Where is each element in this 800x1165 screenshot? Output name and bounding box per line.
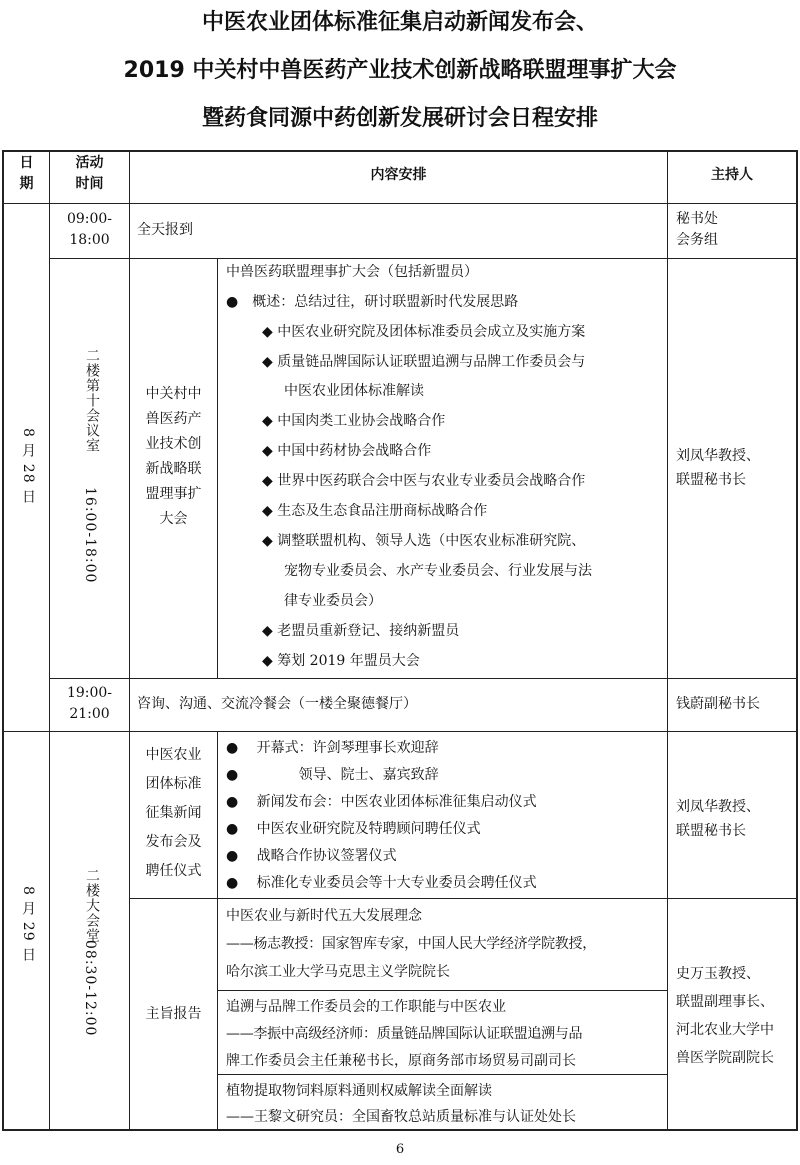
day1-s2-line: 律专业委员会） xyxy=(284,593,382,609)
day1-s2-line: ● 概述：总结过往，研讨联盟新时代发展思路 xyxy=(226,294,519,310)
talk3-speaker: ——王黎文研究员：全国畜牧总站质量标准与认证处处长 xyxy=(226,1109,576,1125)
header-time-line2: 时间 xyxy=(75,176,104,192)
talk1-speaker-cont: 哈尔滨工业大学马克思主义学院院长 xyxy=(226,964,450,980)
day1-s2-line: ◆ 质量链品牌国际认证联盟追溯与品牌工作委员会与 xyxy=(262,354,586,370)
header-content: 内容安排 xyxy=(370,167,427,183)
day1-date: 8 月 28 日 xyxy=(20,428,36,505)
host-line: 兽医学院副院长 xyxy=(676,1050,774,1066)
host-line: 刘凤华教授、 xyxy=(676,448,760,464)
day1-s2-line: ◆ 中医农业研究院及团体标准委员会成立及实施方案 xyxy=(262,324,586,340)
day1-s3-time-start: 19:00- xyxy=(66,685,113,701)
topic-line: 中医农业 xyxy=(145,747,202,763)
day1-s3-content: 咨询、沟通、交流冷餐会（一楼全聚德餐厅） xyxy=(137,696,417,712)
topic-line: 盟理事扩 xyxy=(145,486,202,502)
topic-line: 发布会及 xyxy=(145,834,202,850)
talk2-speaker: ——李振中高级经济师：质量链品牌国际认证联盟追溯与品 xyxy=(226,1026,583,1042)
host-line: 联盟秘书长 xyxy=(676,472,746,488)
day1-s3-host: 钱蔚副秘书长 xyxy=(676,696,760,712)
header-date-line2: 期 xyxy=(19,176,34,192)
day1-s2-line: 宠物专业委员会、水产专业委员会、行业发展与法 xyxy=(284,563,592,579)
day2-time: 08:30-12:00 xyxy=(82,940,98,1037)
day1-s1-time-start: 09:00- xyxy=(66,211,113,227)
day2-s2-topic: 主旨报告 xyxy=(145,1006,202,1022)
page-number: 6 xyxy=(395,1142,405,1157)
day1-s2-line: ◆ 中国肉类工业协会战略合作 xyxy=(262,413,446,429)
day1-s1-host-line2: 会务组 xyxy=(676,232,718,248)
topic-line: 兽医药产 xyxy=(145,411,202,427)
day1-s1-host-line1: 秘书处 xyxy=(676,211,718,227)
talk1-title: 中医农业与新时代五大发展理念 xyxy=(226,908,422,924)
day2-s2-host xyxy=(676,960,774,1072)
topic-line: 中关村中 xyxy=(145,386,202,402)
title-line-1: 中医农业团体标准征集启动新闻发布会、 xyxy=(201,10,598,35)
day1-s1-time xyxy=(50,209,129,251)
talk2-speaker-cont: 牌工作委员会主任兼秘书长，原商务部市场贸易司副司长 xyxy=(226,1053,576,1069)
day2-s1-topic xyxy=(130,741,217,886)
talk3-title: 植物提取物饲料原料通则权威解读全面解读 xyxy=(226,1083,492,1099)
day1-s2-line: ◆ 世界中医药联合会中医与农业专业委员会战略合作 xyxy=(262,473,586,489)
day1-s2-host xyxy=(676,444,760,492)
day1-s2-line: ◆ 老盟员重新登记、接纳新盟员 xyxy=(262,623,460,639)
header-date xyxy=(4,153,49,195)
host-line: 史万玉教授、 xyxy=(676,966,760,982)
title-line-2: 2019 中关村中兽医药产业技术创新战略联盟理事扩大会 xyxy=(123,58,677,83)
day1-s2-line: 中医农业团体标准解读 xyxy=(284,383,424,399)
day1-s2-line: ◆ 生态及生态食品注册商标战略合作 xyxy=(262,503,488,519)
day1-s2-line: ◆ 中国中药材协会战略合作 xyxy=(262,443,432,459)
day1-s3-time-end: 21:00 xyxy=(69,706,110,722)
host-line: 河北农业大学中 xyxy=(676,1022,774,1038)
host-line: 刘凤华教授、 xyxy=(676,799,760,815)
header-date-line1: 日 xyxy=(19,155,34,171)
day1-s2-line: ◆ 筹划 2019 年盟员大会 xyxy=(262,653,420,669)
day1-s1-time-end: 18:00 xyxy=(69,232,110,248)
day2-s1-line: ● 战略合作协议签署仪式 xyxy=(226,848,397,864)
day2-s1-host xyxy=(676,795,760,843)
day1-s2-line: ◆ 调整联盟机构、领导人选（中医农业标准研究院、 xyxy=(262,533,586,549)
day2-s1-line: ● 开幕式：许剑琴理事长欢迎辞 xyxy=(226,740,439,756)
day2-s1-line: ● 新闻发布会：中医农业团体标准征集启动仪式 xyxy=(226,794,537,810)
topic-line: 聘任仪式 xyxy=(145,863,202,879)
day1-s1-content: 全天报到 xyxy=(137,222,193,238)
header-host: 主持人 xyxy=(711,167,753,183)
topic-line: 大会 xyxy=(159,511,188,527)
talk2-title: 追溯与品牌工作委员会的工作职能与中医农业 xyxy=(226,999,506,1015)
day1-s2-line: 中兽医药联盟理事扩大会（包括新盟员） xyxy=(226,264,478,280)
day1-s2-time: 16:00-18:00 xyxy=(82,487,98,584)
header-time-line1: 活动 xyxy=(75,155,104,171)
day2-s1-line: ● 中医农业研究院及特聘顾问聘任仪式 xyxy=(226,821,481,837)
talk1-speaker: ——杨志教授：国家智库专家，中国人民大学经济学院教授， xyxy=(226,936,596,952)
topic-line: 业技术创 xyxy=(145,436,202,452)
day2-venue: 二楼大会堂 xyxy=(84,868,100,943)
day1-s3-time xyxy=(50,683,129,725)
day2-s1-line: ● 领导、院士、嘉宾致辞 xyxy=(226,767,439,783)
topic-line: 征集新闻 xyxy=(145,805,202,821)
day1-s2-venue: 二楼第十会议室 xyxy=(84,348,100,453)
day1-s1-host xyxy=(676,209,718,251)
topic-line: 新战略联 xyxy=(145,461,202,477)
host-line: 联盟秘书长 xyxy=(676,823,746,839)
header-time xyxy=(50,153,129,195)
title-line-3: 暨药食同源中药创新发展研讨会日程安排 xyxy=(201,106,598,131)
day1-s2-topic xyxy=(130,382,217,532)
host-line: 联盟副理事长、 xyxy=(676,994,774,1010)
day2-date: 8 月 29 日 xyxy=(20,886,36,963)
day2-s1-line: ● 标准化专业委员会等十大专业委员会聘任仪式 xyxy=(226,875,537,891)
topic-line: 团体标准 xyxy=(145,776,202,792)
